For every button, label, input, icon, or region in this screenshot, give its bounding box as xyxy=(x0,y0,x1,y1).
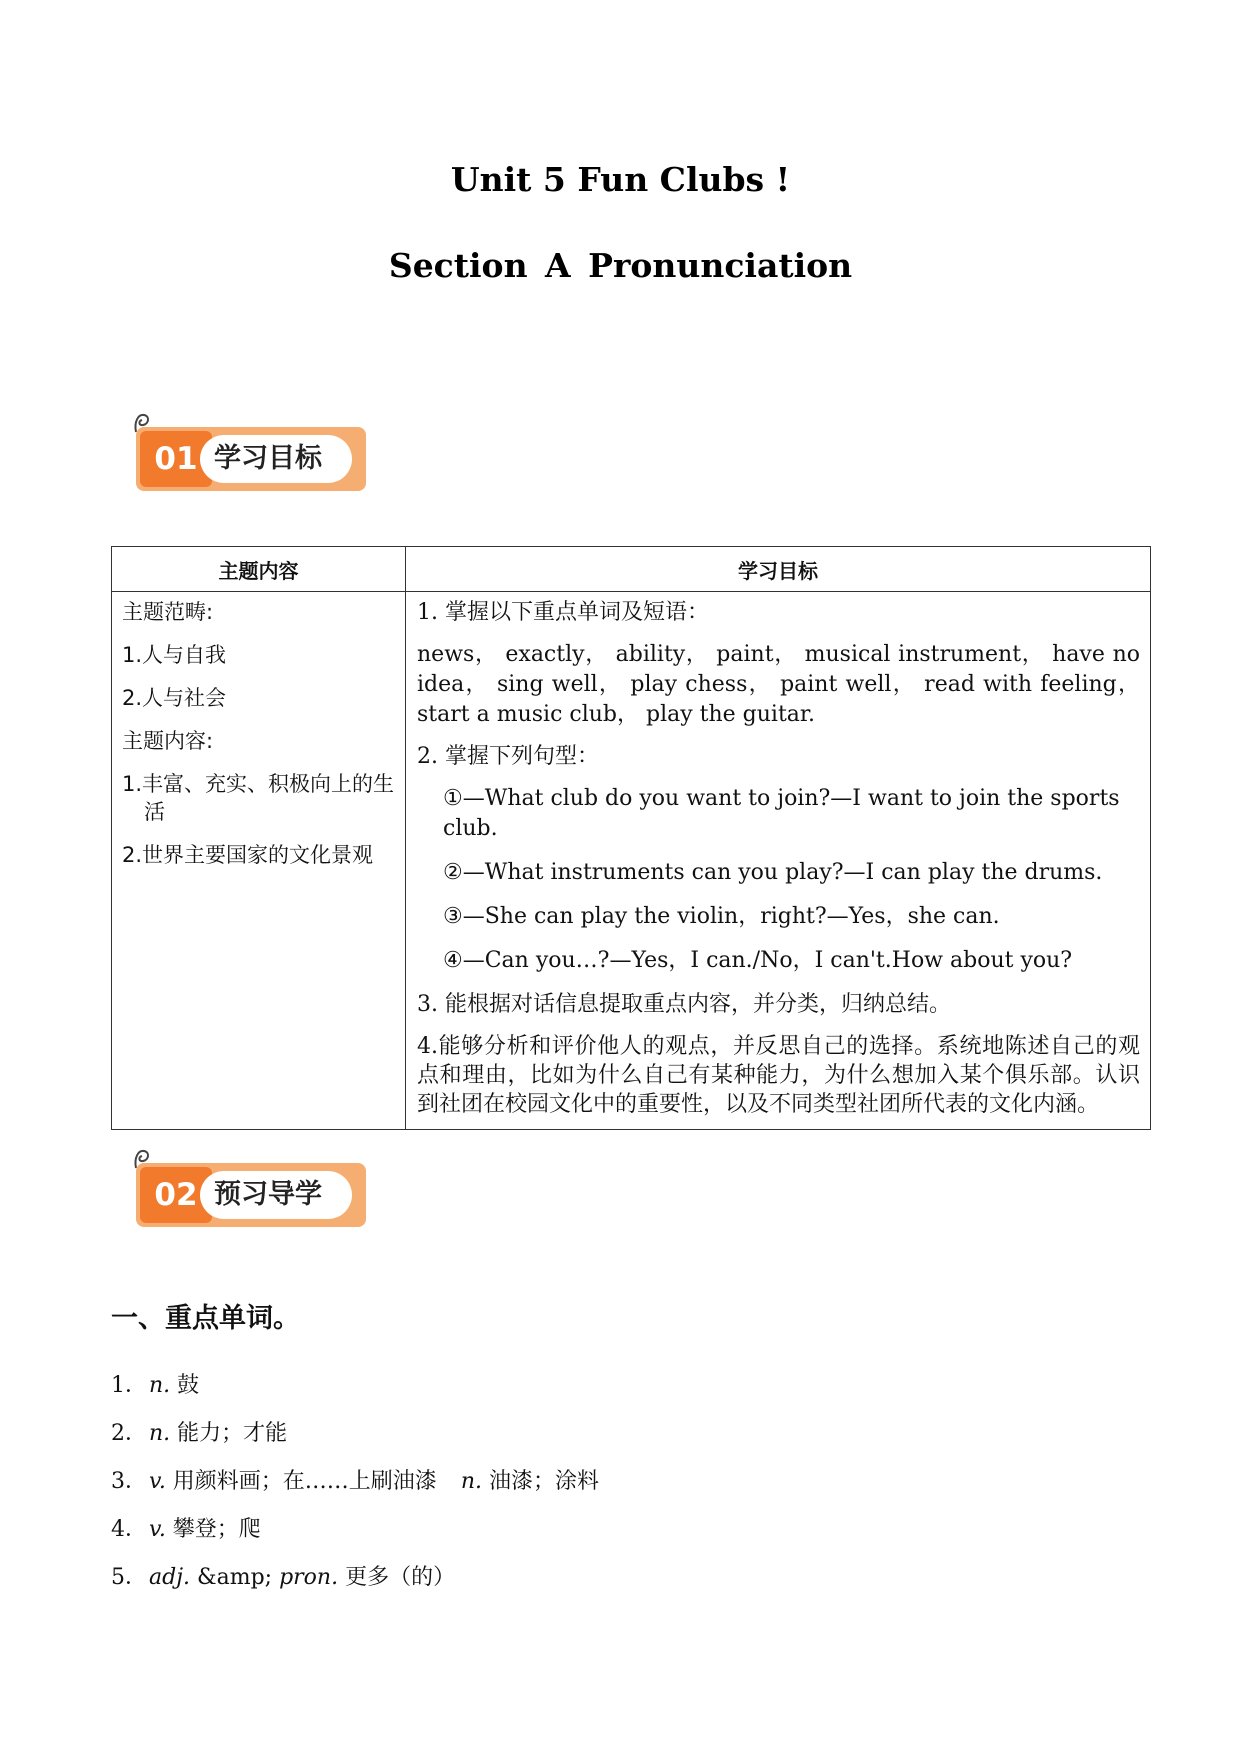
goal-3: 3. 能根据对话信息提取重点内容，并分类，归纳总结。 xyxy=(417,992,951,1017)
theme-scope-label: 主题范畴: xyxy=(122,600,214,624)
table-header-goals: 学习目标 xyxy=(406,547,1151,592)
goal-1-words: news， exactly， ability， paint， musical instrument， have no idea， sing well， play chess， paint well， read with feeling， start a music club， play the guitar. xyxy=(417,642,1140,727)
section-badge-preview xyxy=(118,1146,368,1226)
badge-number: 01 xyxy=(154,441,198,477)
sentence-pattern: ④—Can you…?—Yes，I can./No，I can't.How about you? xyxy=(443,948,1073,973)
table-header-theme: 主题内容 xyxy=(112,547,406,592)
badge-number: 02 xyxy=(154,1177,198,1213)
sentence-pattern: ③—She can play the violin，right?—Yes，she can. xyxy=(443,904,1000,929)
goals-cell xyxy=(406,592,1151,1130)
sentence-pattern: ①—What club do you want to join?—I want to join the sports club. xyxy=(443,786,1120,841)
goal-2-title: 2. 掌握下列句型： xyxy=(417,744,599,769)
goal-4: 4.能够分析和评价他人的观点，并反思自己的选择。系统地陈述自己的观点和理由，比如为什么自己有某种能力，为什么想加入某个俱乐部。认识到社团在校园文化中的重要性，以及不同类型社团所代表的文化内涵。 xyxy=(417,1034,1140,1117)
theme-cell xyxy=(112,592,406,1130)
vocab-heading: 一、重点单词。 xyxy=(111,1303,300,1334)
sentence-pattern: ②—What instruments can you play?—I can play the drums. xyxy=(443,860,1103,885)
badge-label: 预习导学 xyxy=(214,1179,322,1210)
page-subtitle: Section A Pronunciation xyxy=(388,246,853,285)
theme-content-label: 主题内容: xyxy=(122,729,214,753)
list-item: 4．v. 攀登；爬 xyxy=(111,1517,261,1542)
list-item: 1.人与自我 xyxy=(122,643,227,667)
list-item: 5．adj. &amp; pron. 更多（的） xyxy=(111,1565,456,1590)
list-item: 2.世界主要国家的文化景观 xyxy=(122,843,374,867)
list-item: 3．v. 用颜料画；在……上刷油漆 n. 油漆；涂料 xyxy=(111,1469,599,1494)
list-item: 1.丰富、充实、积极向上的生活 xyxy=(122,772,395,824)
section-badge-objectives xyxy=(118,410,368,490)
badge-label: 学习目标 xyxy=(214,443,322,474)
goal-1-title: 1. 掌握以下重点单词及短语： xyxy=(417,600,709,625)
objectives-table xyxy=(111,546,1151,1130)
list-item: 1．n. 鼓 xyxy=(111,1373,200,1398)
page-title: Unit 5 Fun Clubs ! xyxy=(450,160,791,199)
list-item: 2．n. 能力；才能 xyxy=(111,1421,288,1446)
list-item: 2.人与社会 xyxy=(122,686,227,710)
